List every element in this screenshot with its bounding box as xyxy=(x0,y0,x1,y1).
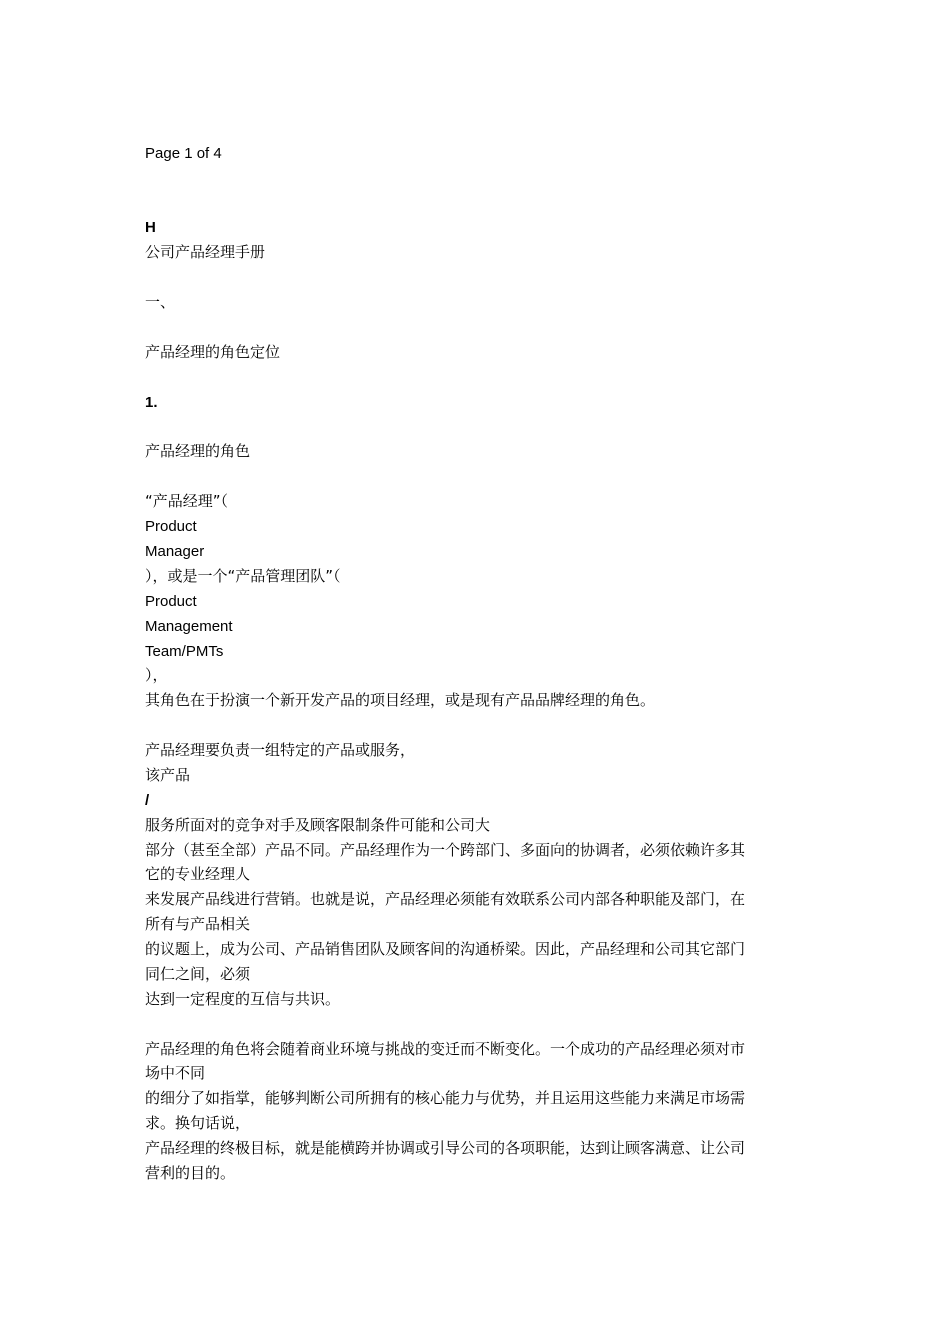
paragraph-1-line: ）， xyxy=(145,666,168,684)
paragraph-3-line: 产品经理的角色将会随着商业环境与挑战的变迁而不断变化。一个成功的产品经理必须对市 xyxy=(145,1040,746,1058)
header-letter: H xyxy=(145,219,156,236)
paragraph-1-line: 其角色在于扮演一个新开发产品的项目经理，或是现有产品品牌经理的角色。 xyxy=(145,691,656,709)
paragraph-1-line: Manager xyxy=(145,543,205,560)
section-title: 产品经理的角色定位 xyxy=(145,343,281,361)
paragraph-2-line: 服务所面对的竞争对手及顾客限制条件可能和公司大 xyxy=(145,816,491,834)
paragraph-3-line: 产品经理的终极目标，就是能横跨并协调或引导公司的各项职能，达到让顾客满意、让公司 xyxy=(145,1139,746,1157)
paragraph-2-line: 的议题上，成为公司、产品销售团队及顾客间的沟通桥梁。因此，产品经理和公司其它部门 xyxy=(145,940,746,958)
paragraph-2-line: 达到一定程度的互信与共识。 xyxy=(145,990,341,1008)
paragraph-2-line: 部分（甚至全部）产品不同。产品经理作为一个跨部门、多面向的协调者，必须依赖许多其 xyxy=(145,841,746,859)
paragraph-3-line: 场中不同 xyxy=(145,1064,206,1082)
paragraph-1-line: Management xyxy=(145,618,233,635)
paragraph-1-line: Team/PMTs xyxy=(145,643,224,660)
paragraph-2-line: 它的专业经理人 xyxy=(145,865,251,883)
paragraph-1-line: Product xyxy=(145,593,197,610)
section-number: 一、 xyxy=(145,293,176,311)
paragraph-2-line: 所有与产品相关 xyxy=(145,915,251,933)
paragraph-2-line: 产品经理要负责一组特定的产品或服务， xyxy=(145,741,416,759)
paragraph-3-line: 求。换句话说， xyxy=(145,1114,251,1132)
document-title: 公司产品经理手册 xyxy=(145,243,266,261)
paragraph-3-line: 营利的目的。 xyxy=(145,1164,236,1182)
page-number-label: Page 1 of 4 xyxy=(145,145,222,162)
paragraph-3-line: 的细分了如指掌，能够判断公司所拥有的核心能力与优势，并且运用这些能力来满足市场需 xyxy=(145,1089,746,1107)
paragraph-1-line: Product xyxy=(145,518,197,535)
paragraph-2-line: 来发展产品线进行营销。也就是说，产品经理必须能有效联系公司内部各种职能及部门，在 xyxy=(145,890,746,908)
subsection-title: 产品经理的角色 xyxy=(145,442,251,460)
paragraph-2-line: 同仁之间，必须 xyxy=(145,965,251,983)
paragraph-1-line: “产品经理”（ xyxy=(145,492,229,510)
subsection-number: 1. xyxy=(145,394,158,411)
paragraph-1-line: ），或是一个“产品管理团队”（ xyxy=(145,567,341,585)
paragraph-2-line: / xyxy=(145,792,150,809)
paragraph-2-line: 该产品 xyxy=(145,766,191,784)
